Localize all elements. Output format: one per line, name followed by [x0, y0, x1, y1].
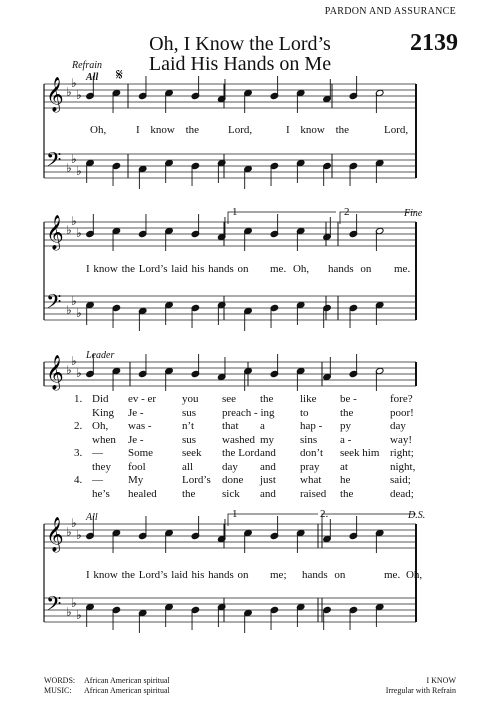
words-credit	[44, 676, 170, 685]
verse-word: 2.	[74, 420, 83, 432]
verse-word: all	[182, 460, 193, 473]
verse-word: preach - ing	[222, 406, 275, 419]
verse-word: right;	[390, 447, 414, 459]
verse-word: day	[390, 420, 406, 432]
verse-word: fore?	[390, 393, 413, 405]
verse-word: Je -	[128, 406, 144, 419]
verse-line	[74, 420, 454, 434]
verse-word: like	[300, 393, 317, 405]
flat-sign: ♭	[71, 76, 77, 90]
lyric-4-c: hands on	[302, 569, 346, 581]
verse-word: hap -	[300, 420, 323, 432]
lyric-4-a: I know the Lord’s laid his hands on	[86, 569, 249, 581]
treble-clef: 𝄞	[46, 355, 64, 390]
verse-word: the	[340, 487, 354, 500]
verse-word: healed	[128, 487, 157, 500]
verse-word: sus	[182, 433, 197, 446]
hymn-title-line1: Oh, I Know the Lord’s	[149, 33, 331, 55]
verse-word: what	[300, 474, 322, 486]
bass-clef: 𝄢	[46, 592, 62, 620]
verse-word: and	[260, 460, 276, 473]
verse-word: raised	[300, 487, 327, 500]
section-heading: PARDON AND ASSURANCE	[324, 6, 456, 17]
verse-word: was -	[128, 420, 152, 432]
lyric-1-a: Oh,	[90, 124, 107, 136]
flat-sign: ♭	[71, 214, 77, 228]
lyric-4-d: me. Oh,	[384, 569, 423, 581]
refrain-mark: Refrain	[72, 60, 102, 71]
words-value: African American spiritual	[84, 676, 170, 685]
verse-word: seek him	[340, 447, 380, 459]
words-label: WORDS:	[44, 676, 76, 685]
bass-clef: 𝄢	[46, 148, 62, 176]
verse-line	[74, 461, 454, 475]
flat-sign: ♭	[76, 528, 82, 542]
lyric-2-a: I know the Lord’s laid his hands on	[86, 263, 249, 275]
treble-clef: 𝄞	[46, 77, 64, 112]
verse-word: the	[260, 393, 274, 405]
verse-word: night,	[390, 460, 416, 473]
lyric-1-c: Lord,	[228, 124, 253, 136]
verse-word: a -	[340, 433, 352, 446]
hymn-number: 2139	[410, 30, 458, 56]
verse-word: fool	[128, 460, 146, 473]
verse-word: they	[92, 460, 111, 473]
verse-word: don’t	[300, 447, 324, 459]
first-ending-1: 1	[232, 206, 238, 218]
verse-word: the	[340, 406, 354, 419]
verse-word: be -	[340, 393, 357, 405]
music-value: African American spiritual	[84, 686, 170, 695]
leader-mark: Leader	[86, 350, 115, 361]
verse-line	[74, 447, 454, 461]
lyric-1-b: I know the	[136, 124, 200, 136]
flat-sign: ♭	[76, 164, 82, 178]
verse-word: Lord’s	[182, 474, 211, 486]
verse-word: sus	[182, 406, 197, 419]
lyric-1-e: Lord,	[384, 124, 409, 136]
verse-word: done	[222, 474, 244, 486]
flat-sign: ♭	[66, 161, 72, 175]
verse-word: just	[260, 474, 276, 486]
all-mark-2: All	[86, 512, 98, 523]
verse-word: n’t	[182, 420, 195, 432]
verse-word: to	[300, 406, 309, 419]
tune-name: I KNOW	[426, 676, 456, 685]
verse-word: sick	[222, 487, 240, 500]
verse-word: 1.	[74, 393, 83, 405]
meter: Irregular with Refrain	[385, 686, 456, 695]
verse-word: a	[260, 420, 265, 432]
lyric-2-c: hands on	[328, 263, 372, 275]
verse-word: sins	[300, 433, 318, 446]
verse-word: —	[92, 447, 103, 459]
verse-word: my	[260, 433, 275, 446]
verse-word: Did	[92, 393, 109, 405]
fine-mark: Fine	[404, 208, 423, 219]
music-credit	[44, 686, 170, 695]
verse-word: way!	[390, 433, 412, 446]
verse-word: at	[340, 460, 348, 473]
ds-mark: D.S.	[408, 510, 426, 521]
verse-word: when	[92, 433, 116, 446]
verse-word: Oh,	[92, 420, 109, 432]
flat-sign: ♭	[71, 294, 77, 308]
verse-line	[74, 488, 454, 502]
lyric-1-d: I know the	[286, 124, 350, 136]
lyric-4-b: me;	[270, 569, 287, 581]
segno-sign: 𝄋	[116, 65, 123, 84]
verse-word: and	[260, 447, 276, 459]
bass-clef: 𝄢	[46, 290, 62, 318]
verse-word: —	[92, 474, 103, 486]
verse-word: My	[128, 474, 144, 486]
flat-sign: ♭	[66, 525, 72, 539]
music-label: MUSIC:	[44, 686, 72, 695]
flat-sign: ♭	[71, 516, 77, 530]
verse-word: poor!	[390, 406, 414, 419]
flat-sign: ♭	[66, 85, 72, 99]
verse-word: he	[340, 474, 351, 486]
hymn-title-line2: Laid His Hands on Me	[148, 53, 332, 75]
verse-word: py	[340, 420, 351, 432]
verse-word: see	[222, 393, 237, 405]
verse-word: day	[222, 460, 238, 473]
verse-word: Je -	[128, 433, 144, 446]
second-ending-2: 2.	[320, 508, 329, 520]
verse-word: and	[260, 487, 276, 500]
treble-clef: 𝄞	[46, 215, 64, 250]
flat-sign: ♭	[71, 152, 77, 166]
verse-word: he’s	[92, 487, 110, 500]
verse-word: the Lord	[222, 447, 260, 459]
verse-line	[74, 393, 454, 407]
verse-word: seek	[182, 447, 202, 459]
lyric-2-b: me. Oh,	[270, 263, 310, 275]
first-ending-2: 1	[232, 508, 238, 520]
flat-sign: ♭	[71, 596, 77, 610]
all-mark-1: All	[86, 72, 99, 83]
flat-sign: ♭	[66, 605, 72, 619]
verse-word: said;	[390, 474, 411, 486]
verse-word: ev - er	[128, 393, 157, 405]
verse-word: Some	[128, 447, 154, 459]
flat-sign: ♭	[66, 223, 72, 237]
flat-sign: ♭	[76, 366, 82, 380]
flat-sign: ♭	[71, 354, 77, 368]
verse-word: pray	[300, 460, 320, 473]
flat-sign: ♭	[76, 88, 82, 102]
verse-word: you	[182, 393, 199, 405]
second-ending-1: 2	[344, 206, 350, 218]
verse-word: that	[222, 420, 239, 432]
flat-sign: ♭	[66, 363, 72, 377]
flat-sign: ♭	[76, 306, 82, 320]
treble-clef: 𝄞	[46, 517, 64, 552]
verse-word: 4.	[74, 474, 83, 486]
verse-word: 3.	[74, 447, 83, 459]
verse-line	[74, 434, 454, 448]
verse-line	[74, 474, 454, 488]
verse-word: the	[182, 487, 196, 500]
verse-word: washed	[222, 433, 255, 446]
verse-word: King	[92, 406, 114, 419]
flat-sign: ♭	[76, 608, 82, 622]
lyric-2-d: me.	[394, 263, 411, 275]
flat-sign: ♭	[66, 303, 72, 317]
flat-sign: ♭	[76, 226, 82, 240]
verse-line	[74, 407, 454, 421]
verse-word: dead;	[390, 487, 414, 500]
